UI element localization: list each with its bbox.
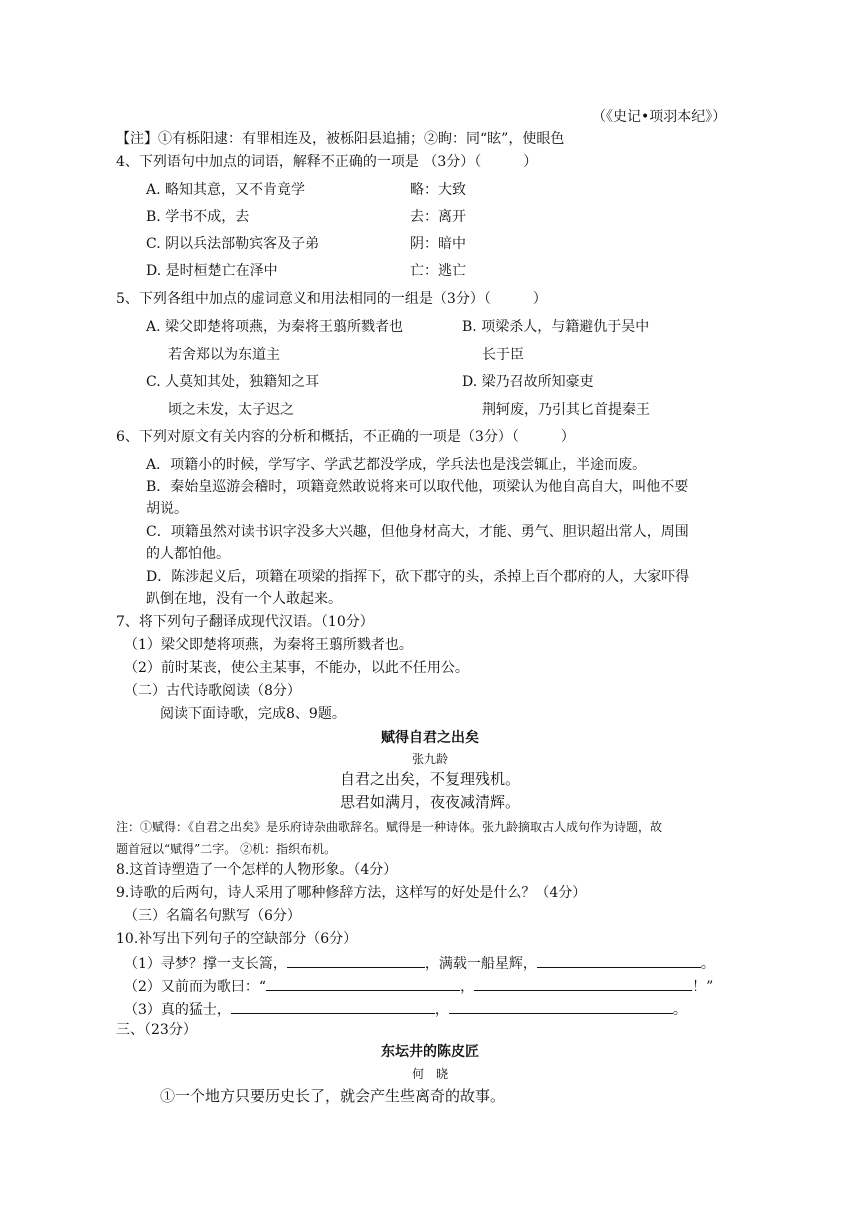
poem-author: 张九龄 bbox=[411, 752, 448, 766]
q5-option-c-line2: 顷之未发，太子迟之 bbox=[168, 402, 294, 418]
section-poetry-intro: 阅读下面诗歌，完成8、9题。 bbox=[160, 706, 346, 722]
q6-option-d-line1: D．陈涉起义后，项籍在项梁的指挥下，砍下郡守的头，杀掉上百个郡府的人，大家吓得 bbox=[146, 569, 690, 585]
q4-option-b: B. 学书不成，去 bbox=[146, 209, 250, 225]
q4-option-a: A. 略知其意，又不肯竟学 bbox=[146, 182, 306, 198]
q6-option-c-line1: C．项籍虽然对读书识字没多大兴趣，但他身材高大，才能、勇气、胆识超出常人，周围 bbox=[146, 524, 689, 540]
q4-option-d: D. 是时桓楚亡在泽中 bbox=[146, 263, 278, 279]
blank-2[interactable] bbox=[537, 953, 701, 968]
q8-question: 8.这首诗塑造了一个怎样的人物形象。（4分） bbox=[116, 862, 398, 878]
q5-option-b-line1: B. 项梁杀人，与籍避仇于吴中 bbox=[462, 319, 650, 335]
section-dictation-heading: （三）名篇名句默写（6分） bbox=[124, 908, 301, 924]
q6-option-b-line1: B．秦始皇巡游会稽时，项籍竟然敢说将来可以取代他，项梁认为他自高自大，叫他不要 bbox=[146, 479, 689, 495]
q7-sentence-2: （2）前时某丧，使公主某事，不能办，以此不任用公。 bbox=[124, 660, 469, 676]
article-title: 东坛井的陈皮匠 bbox=[381, 1044, 479, 1060]
part-3-heading: 三、（23分） bbox=[116, 1022, 197, 1038]
q5-option-c-line1: C. 人莫知其处，独籍知之耳 bbox=[146, 374, 320, 390]
q9-question: 9.诗歌的后两句，诗人采用了哪种修辞方法，这样写的好处是什么？（4分） bbox=[116, 885, 587, 901]
poem-title: 赋得自君之出矣 bbox=[381, 730, 479, 746]
q10-item-1-end: 。 bbox=[700, 956, 715, 972]
q7-sentence-1: （1）梁父即楚将项燕，为秦将王翦所戮者也。 bbox=[124, 637, 413, 653]
q10-item-2-prefix: （2）又前而为歌曰：“ bbox=[124, 979, 267, 995]
poem-line-2: 思君如满月，夜夜减清辉。 bbox=[339, 793, 520, 811]
q5-stem: 5、下列各组中加点的虚词意义和用法相同的一组是（3分）（ ） bbox=[116, 291, 547, 307]
q4-option-b-gloss: 去：离开 bbox=[410, 209, 466, 225]
q5-option-a-line1: A. 梁父即楚将项燕，为秦将王翦所戮者也 bbox=[146, 319, 404, 335]
q6-option-c-line2: 的人都怕他。 bbox=[146, 546, 230, 562]
q10-item-3-prefix: （3）真的猛士， bbox=[124, 1002, 231, 1018]
blank-4[interactable] bbox=[474, 976, 692, 991]
q10-item-2-end: ！” bbox=[692, 979, 714, 995]
article-author: 何 晓 bbox=[411, 1067, 448, 1081]
q6-stem: 6、下列对原文有关内容的分析和概括，不正确的一项是（3分）（ ） bbox=[116, 429, 575, 445]
q10-item-3-middle: ， bbox=[434, 1002, 449, 1018]
q4-option-a-gloss: 略：大致 bbox=[410, 182, 466, 198]
q10-item-2 bbox=[124, 976, 713, 996]
q6-option-d-line2: 趴倒在地，没有一个人敢起来。 bbox=[146, 591, 342, 607]
source-citation: （《史记•项羽本纪》） bbox=[592, 109, 727, 125]
q4-option-c: C. 阴以兵法部勒宾客及子弟 bbox=[146, 236, 320, 252]
blank-1[interactable] bbox=[287, 953, 425, 968]
q10-item-2-middle: ， bbox=[460, 979, 475, 995]
annotation-note: 【注】①有栎阳逮：有罪相连及，被栎阳县追捕；②眴：同“眩”，使眼色 bbox=[116, 131, 565, 147]
q5-option-b-line2: 长于臣 bbox=[482, 347, 524, 363]
q4-option-d-gloss: 亡：逃亡 bbox=[410, 263, 466, 279]
poem-line-1: 自君之出矣，不复理残机。 bbox=[339, 770, 520, 788]
q4-option-c-gloss: 阴：暗中 bbox=[410, 236, 466, 252]
q5-option-d-line2: 荆轲废，乃引其匕首提秦王 bbox=[482, 402, 650, 418]
q10-item-3-end: 。 bbox=[672, 1002, 687, 1018]
blank-3[interactable] bbox=[266, 976, 460, 991]
q5-option-a-line2: 若舍郑以为东道主 bbox=[168, 347, 280, 363]
article-paragraph-1: ①一个地方只要历史长了，就会产生些离奇的故事。 bbox=[160, 1087, 506, 1105]
blank-5[interactable] bbox=[231, 999, 435, 1014]
q10-item-1 bbox=[124, 953, 715, 973]
q10-item-1-prefix: （1）寻梦？撑一支长篙， bbox=[124, 956, 287, 972]
poem-note-line2: 题首冠以“赋得”二字。 ②机：指织布机。 bbox=[116, 842, 337, 856]
q4-stem: 4、下列语句中加点的词语，解释不正确的一项是 （3分）（ ） bbox=[116, 154, 538, 170]
poem-note-line1: 注：①赋得：《自君之出矣》是乐府诗杂曲歌辞名。赋得是一种诗体。张九龄摘取古人成句作为诗题，故 bbox=[116, 820, 663, 834]
q7-stem: 7、将下列句子翻译成现代汉语。（10分） bbox=[116, 614, 374, 630]
blank-6[interactable] bbox=[449, 999, 673, 1014]
section-poetry-heading: （二）古代诗歌阅读（8分） bbox=[124, 683, 301, 699]
q10-item-1-middle: ，满载一船星辉， bbox=[424, 956, 537, 972]
q6-option-a: A．项籍小的时候，学写字、学武艺都没学成，学兵法也是浅尝辄止，半途而废。 bbox=[146, 457, 647, 473]
q10-stem: 10.补写出下列句子的空缺部分（6分） bbox=[116, 931, 358, 947]
q10-item-3 bbox=[124, 999, 687, 1019]
q5-option-d-line1: D. 梁乃召故所知豪吏 bbox=[462, 374, 594, 390]
q6-option-b-line2: 胡说。 bbox=[146, 501, 188, 517]
